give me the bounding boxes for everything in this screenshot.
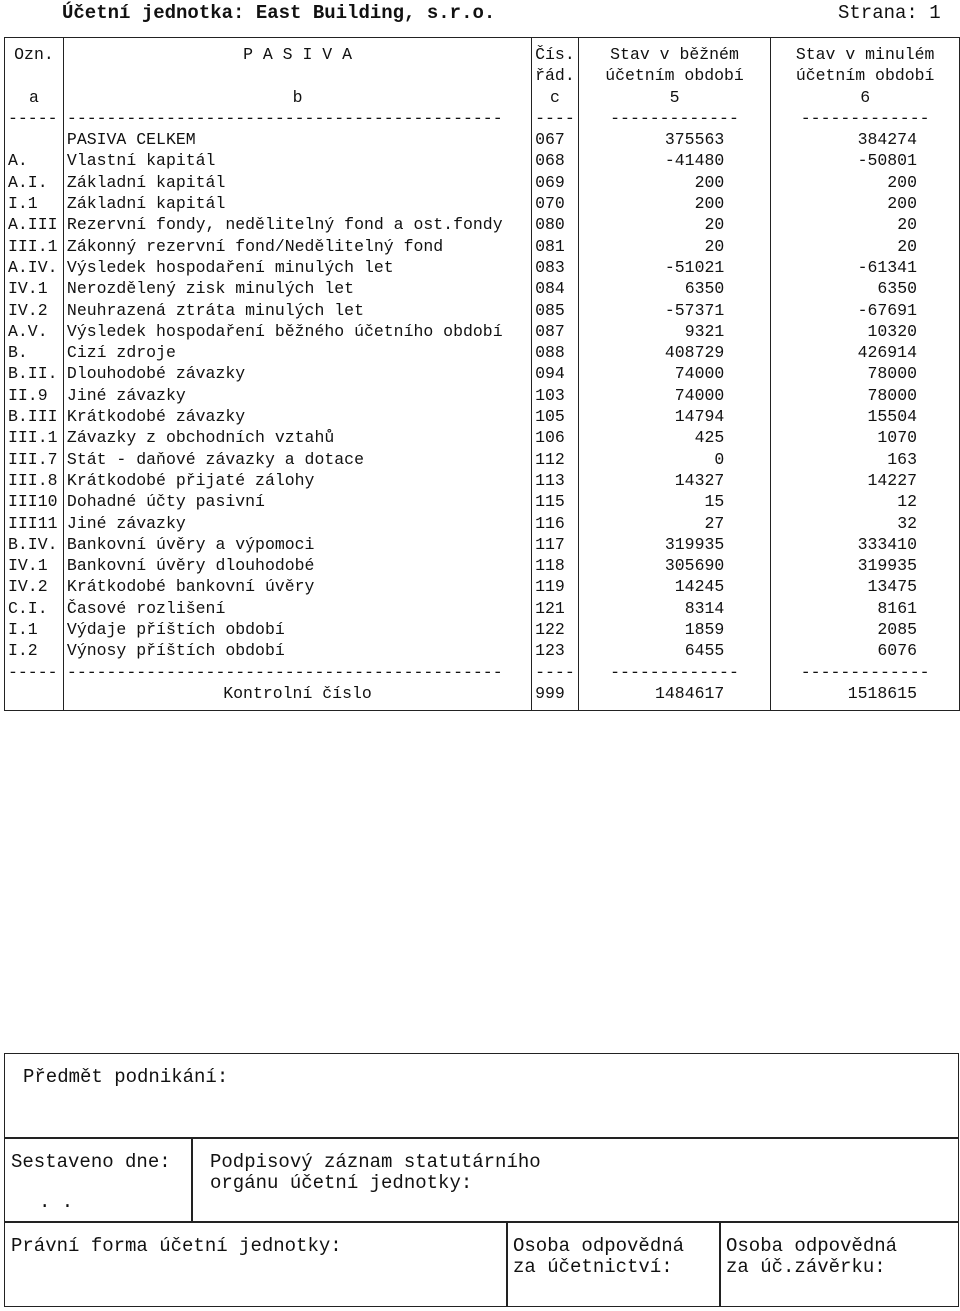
control-number-row — [5, 683, 960, 704]
col-header-previous: Stav v minulém — [771, 44, 960, 65]
business-subject-box — [4, 1053, 959, 1139]
row-current-value: 74000 — [578, 385, 771, 406]
table-row — [5, 172, 960, 193]
row-code: III.7 — [5, 449, 64, 470]
col-header3-cis: c — [532, 87, 579, 108]
row-previous-value: 200 — [771, 193, 960, 214]
compiled-date-label: Sestaveno dne: — [11, 1151, 171, 1173]
table-row — [5, 214, 960, 235]
row-code: IV.2 — [5, 576, 64, 597]
row-previous-value: 200 — [771, 172, 960, 193]
table-row — [5, 385, 960, 406]
control-number-cis: 999 — [532, 683, 579, 704]
row-number: 116 — [532, 513, 579, 534]
row-number: 119 — [532, 576, 579, 597]
col-header2-current: účetním období — [578, 65, 771, 86]
dash-ozn: ----- — [5, 662, 64, 683]
closing-person-label-1: Osoba odpovědná — [726, 1235, 898, 1257]
separator-row-top — [5, 108, 960, 129]
row-previous-value: -61341 — [771, 257, 960, 278]
row-current-value: 1859 — [578, 619, 771, 640]
table-row — [5, 513, 960, 534]
table-row — [5, 129, 960, 150]
entity-title: Účetní jednotka: East Building, s.r.o. — [62, 2, 496, 24]
col-header3-ozn: a — [5, 87, 64, 108]
row-current-value: 14794 — [578, 406, 771, 427]
col-header3-current: 5 — [578, 87, 771, 108]
row-name: Jiné závazky — [63, 385, 531, 406]
signature-label-line-2: orgánu účetní jednotky: — [210, 1172, 473, 1194]
table-row — [5, 619, 960, 640]
row-number: 105 — [532, 406, 579, 427]
row-current-value: 9321 — [578, 321, 771, 342]
row-name: Výsledek hospodaření minulých let — [63, 257, 531, 278]
row-code — [5, 129, 64, 150]
row-current-value: 27 — [578, 513, 771, 534]
row-current-value: -41480 — [578, 150, 771, 171]
row-name: Výnosy příštích období — [63, 640, 531, 661]
compiled-date-box — [4, 1137, 193, 1223]
row-code: III.1 — [5, 427, 64, 448]
row-name: Zákonný rezervní fond/Nedělitelný fond — [63, 236, 531, 257]
dash-current: ------------- — [578, 108, 771, 129]
row-code: I.1 — [5, 619, 64, 640]
table-row — [5, 640, 960, 661]
accounting-person-label-1: Osoba odpovědná — [513, 1235, 685, 1257]
control-number-current: 1484617 — [578, 683, 771, 704]
table-row — [5, 598, 960, 619]
table-row — [5, 300, 960, 321]
column-header-row-2 — [5, 65, 960, 86]
row-current-value: -51021 — [578, 257, 771, 278]
row-name: Časové rozlišení — [63, 598, 531, 619]
row-name: Jiné závazky — [63, 513, 531, 534]
row-name: Cizí zdroje — [63, 342, 531, 363]
row-number: 069 — [532, 172, 579, 193]
row-number: 113 — [532, 470, 579, 491]
row-name: Základní kapitál — [63, 193, 531, 214]
row-current-value: -57371 — [578, 300, 771, 321]
row-previous-value: 2085 — [771, 619, 960, 640]
dash-name: -------------------------------------------- — [63, 108, 531, 129]
row-name: Závazky z obchodních vztahů — [63, 427, 531, 448]
col-header3-pasiva: b — [63, 87, 531, 108]
row-previous-value: 12 — [771, 491, 960, 512]
row-name: PASIVA CELKEM — [63, 129, 531, 150]
table-row — [5, 236, 960, 257]
row-current-value: 200 — [578, 193, 771, 214]
row-previous-value: 20 — [771, 236, 960, 257]
signature-label-line-1: Podpisový záznam statutárního — [210, 1151, 541, 1173]
table-bottom-border — [5, 704, 960, 711]
table-row — [5, 150, 960, 171]
table-row — [5, 193, 960, 214]
balance-sheet-table — [4, 37, 960, 711]
row-code: B.IV. — [5, 534, 64, 555]
row-previous-value: 32 — [771, 513, 960, 534]
row-previous-value: 333410 — [771, 534, 960, 555]
row-code: A.IV. — [5, 257, 64, 278]
row-number: 068 — [532, 150, 579, 171]
row-previous-value: -50801 — [771, 150, 960, 171]
row-current-value: 20 — [578, 236, 771, 257]
row-number: 094 — [532, 363, 579, 384]
row-code: IV.1 — [5, 278, 64, 299]
row-previous-value: 384274 — [771, 129, 960, 150]
col-header-cis: Čís. — [532, 44, 579, 65]
table-row — [5, 257, 960, 278]
row-previous-value: 78000 — [771, 385, 960, 406]
row-current-value: 8314 — [578, 598, 771, 619]
separator-row-bottom — [5, 662, 960, 683]
row-name: Bankovní úvěry a výpomoci — [63, 534, 531, 555]
table-row — [5, 321, 960, 342]
row-number: 121 — [532, 598, 579, 619]
table-row — [5, 363, 960, 384]
col-header2-ozn — [5, 65, 64, 86]
dash-current: ------------- — [578, 662, 771, 683]
row-code: I.1 — [5, 193, 64, 214]
row-current-value: 425 — [578, 427, 771, 448]
row-previous-value: 6350 — [771, 278, 960, 299]
accounting-person-label-2: za účetnictví: — [513, 1256, 673, 1278]
row-name: Bankovní úvěry dlouhodobé — [63, 555, 531, 576]
row-name: Stát - daňové závazky a dotace — [63, 449, 531, 470]
row-current-value: 319935 — [578, 534, 771, 555]
row-current-value: 375563 — [578, 129, 771, 150]
row-number: 083 — [532, 257, 579, 278]
row-number: 123 — [532, 640, 579, 661]
row-code: A. — [5, 150, 64, 171]
legal-form-label: Právní forma účetní jednotky: — [11, 1235, 342, 1257]
table-row — [5, 470, 960, 491]
row-number: 067 — [532, 129, 579, 150]
col-header2-pasiva — [63, 65, 531, 86]
table-row — [5, 342, 960, 363]
row-current-value: 6455 — [578, 640, 771, 661]
row-number: 080 — [532, 214, 579, 235]
row-previous-value: 10320 — [771, 321, 960, 342]
row-code: IV.2 — [5, 300, 64, 321]
row-code: I.2 — [5, 640, 64, 661]
table-row — [5, 406, 960, 427]
row-number: 112 — [532, 449, 579, 470]
control-number-label: Kontrolní číslo — [63, 683, 531, 704]
row-current-value: 6350 — [578, 278, 771, 299]
row-current-value: 408729 — [578, 342, 771, 363]
table-row — [5, 491, 960, 512]
table-row — [5, 278, 960, 299]
row-code: A.III — [5, 214, 64, 235]
row-code: A.I. — [5, 172, 64, 193]
row-previous-value: 78000 — [771, 363, 960, 384]
row-code: III10 — [5, 491, 64, 512]
row-name: Nerozdělený zisk minulých let — [63, 278, 531, 299]
row-code: III11 — [5, 513, 64, 534]
row-number: 117 — [532, 534, 579, 555]
dash-previous: ------------- — [771, 108, 960, 129]
row-number: 122 — [532, 619, 579, 640]
row-previous-value: 319935 — [771, 555, 960, 576]
row-name: Výdaje příštích období — [63, 619, 531, 640]
row-code: III.8 — [5, 470, 64, 491]
row-name: Základní kapitál — [63, 172, 531, 193]
row-number: 118 — [532, 555, 579, 576]
closing-person-label-2: za úč.závěrku: — [726, 1256, 886, 1278]
closing-person-box — [719, 1221, 959, 1307]
row-name: Rezervní fondy, nedělitelný fond a ost.fondy — [63, 214, 531, 235]
column-header-row-3 — [5, 87, 960, 108]
row-previous-value: 163 — [771, 449, 960, 470]
dash-cis: ---- — [532, 108, 579, 129]
dash-name: -------------------------------------------- — [63, 662, 531, 683]
row-code: II.9 — [5, 385, 64, 406]
row-code: III.1 — [5, 236, 64, 257]
row-code: IV.1 — [5, 555, 64, 576]
dash-cis: ---- — [532, 662, 579, 683]
row-number: 084 — [532, 278, 579, 299]
row-name: Dlouhodobé závazky — [63, 363, 531, 384]
page-number: Strana: 1 — [838, 2, 941, 24]
col-header2-cis: řád. — [532, 65, 579, 86]
dash-previous: ------------- — [771, 662, 960, 683]
col-header-current: Stav v běžném — [578, 44, 771, 65]
row-name: Krátkodobé bankovní úvěry — [63, 576, 531, 597]
row-name: Výsledek hospodaření běžného účetního období — [63, 321, 531, 342]
row-current-value: 0 — [578, 449, 771, 470]
business-subject-label: Předmět podnikání: — [23, 1066, 229, 1088]
accounting-person-box — [506, 1221, 721, 1307]
row-code: B.II. — [5, 363, 64, 384]
table-row — [5, 427, 960, 448]
row-code: B. — [5, 342, 64, 363]
col-header-pasiva: P A S I V A — [63, 44, 531, 65]
row-current-value: 14327 — [578, 470, 771, 491]
row-previous-value: -67691 — [771, 300, 960, 321]
row-previous-value: 8161 — [771, 598, 960, 619]
table-row — [5, 534, 960, 555]
row-number: 087 — [532, 321, 579, 342]
row-code: A.V. — [5, 321, 64, 342]
col-header3-previous: 6 — [771, 87, 960, 108]
column-header-row-1 — [5, 44, 960, 65]
row-previous-value: 13475 — [771, 576, 960, 597]
row-number: 088 — [532, 342, 579, 363]
row-number: 085 — [532, 300, 579, 321]
row-previous-value: 14227 — [771, 470, 960, 491]
table-row — [5, 449, 960, 470]
row-current-value: 305690 — [578, 555, 771, 576]
dash-ozn: ----- — [5, 108, 64, 129]
row-previous-value: 426914 — [771, 342, 960, 363]
row-name: Dohadné účty pasivní — [63, 491, 531, 512]
table-row — [5, 555, 960, 576]
row-name: Vlastní kapitál — [63, 150, 531, 171]
col-header-ozn: Ozn. — [5, 44, 64, 65]
compiled-date-value: . . — [39, 1191, 74, 1213]
row-number: 106 — [532, 427, 579, 448]
row-current-value: 20 — [578, 214, 771, 235]
row-name: Krátkodobé závazky — [63, 406, 531, 427]
row-number: 103 — [532, 385, 579, 406]
row-current-value: 15 — [578, 491, 771, 512]
row-current-value: 74000 — [578, 363, 771, 384]
legal-form-box — [4, 1221, 508, 1307]
row-code: C.I. — [5, 598, 64, 619]
row-number: 115 — [532, 491, 579, 512]
row-name: Krátkodobé přijaté zálohy — [63, 470, 531, 491]
col-header2-previous: účetním období — [771, 65, 960, 86]
row-number: 070 — [532, 193, 579, 214]
row-previous-value: 20 — [771, 214, 960, 235]
table-row — [5, 576, 960, 597]
row-previous-value: 1070 — [771, 427, 960, 448]
row-number: 081 — [532, 236, 579, 257]
control-number-previous: 1518615 — [771, 683, 960, 704]
signature-box — [191, 1137, 959, 1223]
row-previous-value: 15504 — [771, 406, 960, 427]
row-previous-value: 6076 — [771, 640, 960, 661]
row-current-value: 14245 — [578, 576, 771, 597]
row-current-value: 200 — [578, 172, 771, 193]
row-name: Neuhrazená ztráta minulých let — [63, 300, 531, 321]
row-code: B.III — [5, 406, 64, 427]
